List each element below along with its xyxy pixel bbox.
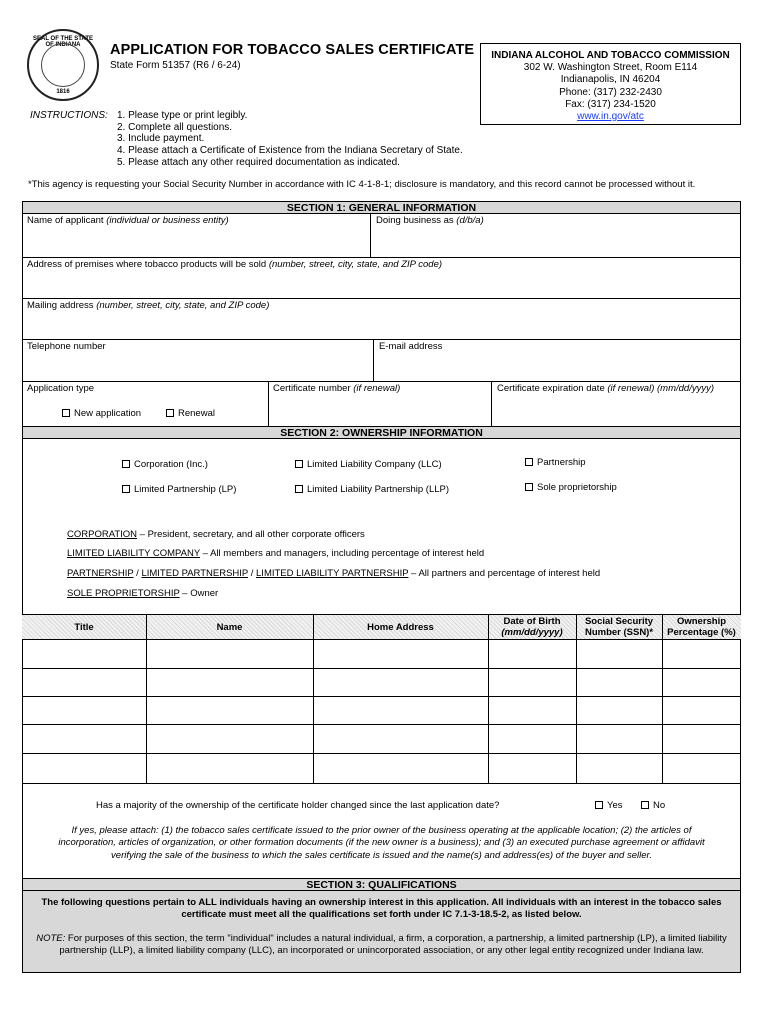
checkbox[interactable] bbox=[122, 460, 130, 468]
divider bbox=[22, 381, 741, 382]
checkbox[interactable] bbox=[525, 458, 533, 466]
agency-city: Indianapolis, IN 46204 bbox=[560, 74, 661, 86]
definition-corporation: CORPORATION – President, secretary, and all other corporate officers bbox=[67, 529, 365, 540]
col-ownership-header: Ownership Percentage (%) bbox=[667, 616, 736, 638]
divider bbox=[22, 783, 741, 784]
agency-phone: Phone: (317) 232-2430 bbox=[559, 86, 662, 98]
agency-website-link[interactable]: www.in.gov/atc bbox=[577, 111, 644, 123]
section2-header: SECTION 2: OWNERSHIP INFORMATION bbox=[22, 426, 741, 439]
instruction-item: 4. Please attach a Certificate of Existence from the Indiana Secretary of State. bbox=[117, 145, 463, 157]
instruction-item: 1. Please type or print legibly. bbox=[117, 110, 248, 121]
agency-street: 302 W. Washington Street, Room E114 bbox=[523, 62, 698, 74]
col-dob-header: Date of Birth (mm/dd/yyyy) bbox=[501, 616, 563, 638]
entity-partnership-option[interactable]: Partnership bbox=[525, 457, 586, 468]
mailing-address-field[interactable] bbox=[23, 313, 739, 338]
checkbox[interactable] bbox=[295, 485, 303, 493]
checkbox[interactable] bbox=[295, 460, 303, 468]
certificate-expiration-label: Certificate expiration date (if renewal) (mm/dd/yyyy) bbox=[497, 383, 714, 394]
form-title: APPLICATION FOR TOBACCO SALES CERTIFICATE bbox=[110, 42, 475, 58]
form-number: State Form 51357 (R6 / 6-24) bbox=[110, 60, 241, 71]
instruction-item: 3. Include payment. bbox=[117, 133, 205, 145]
certificate-number-field[interactable] bbox=[269, 396, 490, 424]
dba-field[interactable] bbox=[371, 228, 739, 256]
email-label: E-mail address bbox=[379, 341, 443, 352]
checkbox[interactable] bbox=[122, 485, 130, 493]
new-application-option[interactable]: New application bbox=[62, 408, 141, 419]
majority-yes-option[interactable]: Yes bbox=[595, 800, 623, 811]
divider bbox=[22, 257, 741, 258]
new-application-checkbox[interactable] bbox=[62, 409, 70, 417]
table-row[interactable] bbox=[23, 697, 740, 724]
renewal-checkbox[interactable] bbox=[166, 409, 174, 417]
applicant-name-field[interactable] bbox=[23, 228, 369, 256]
agency-box bbox=[480, 43, 741, 125]
agency-name: INDIANA ALCOHOL AND TOBACCO COMMISSION bbox=[491, 50, 730, 61]
form-border-right bbox=[740, 201, 741, 891]
seal-year: 1816 bbox=[56, 89, 70, 95]
no-checkbox[interactable] bbox=[641, 801, 649, 809]
certificate-expiration-field[interactable] bbox=[492, 396, 739, 424]
col-name-header: Name bbox=[216, 622, 243, 633]
instructions-list bbox=[117, 110, 463, 169]
table-row[interactable] bbox=[23, 640, 740, 668]
yes-checkbox[interactable] bbox=[595, 801, 603, 809]
table-row[interactable] bbox=[23, 669, 740, 696]
table-row[interactable] bbox=[23, 754, 740, 783]
section1-header: SECTION 1: GENERAL INFORMATION bbox=[22, 201, 741, 214]
qualifications-note: NOTE: For purposes of this section, the term "individual" includes a natural individual, a firm, a corporation, a partnership, a limited partnership (LP), a limited liability partnership (LLP), a limited liability company (LLC), an incorporated or unincorporated association, or any other legal entity recognized under Indiana law. bbox=[36, 933, 727, 956]
definition-llc: LIMITED LIABILITY COMPANY – All members and managers, including percentage of interest held bbox=[67, 548, 485, 559]
instruction-item: 2. Complete all questions. bbox=[117, 121, 233, 133]
instruction-item: 5. Please attach any other required documentation as indicated. bbox=[117, 156, 400, 168]
dba-label: Doing business as (d/b/a) bbox=[376, 215, 484, 226]
applicant-name-label: Name of applicant (individual or business entity) bbox=[27, 215, 229, 226]
email-field[interactable] bbox=[374, 354, 739, 380]
premises-address-field[interactable] bbox=[23, 272, 739, 297]
entity-lp-option[interactable]: Limited Partnership (LP) bbox=[122, 484, 236, 495]
telephone-field[interactable] bbox=[23, 354, 372, 380]
seal-inner-ring bbox=[41, 43, 85, 87]
seal-text: SEAL OF THE STATE OF INDIANA bbox=[32, 36, 93, 48]
divider bbox=[22, 339, 741, 340]
col-address-header: Home Address bbox=[367, 622, 434, 633]
entity-corporation-option[interactable]: Corporation (Inc.) bbox=[122, 459, 208, 470]
entity-llc-option[interactable]: Limited Liability Company (LLC) bbox=[295, 459, 442, 470]
checkbox[interactable] bbox=[525, 483, 533, 491]
divider bbox=[22, 298, 741, 299]
attachment-note: If yes, please attach: (1) the tobacco sales certificate issued to the prior owner of the business operating at the applicable location; (2) the articles of incorporation, articles of organization, or other formation documents (if the new owner is a business); and (3) an executed purchase agreement or affidavit verifying the sale of the business to which the sales certificate is issued and the name(s) and address(es) of the buyer and seller. bbox=[58, 825, 705, 861]
state-seal bbox=[27, 29, 99, 101]
section3-header: SECTION 3: QUALIFICATIONS bbox=[22, 878, 741, 891]
application-type-label: Application type bbox=[27, 383, 95, 394]
form-border-left bbox=[22, 201, 23, 891]
majority-change-question: Has a majority of the ownership of the certificate holder changed since the last application date? bbox=[96, 800, 500, 811]
instructions-label: INSTRUCTIONS: bbox=[30, 110, 108, 121]
entity-llp-option[interactable]: Limited Liability Partnership (LLP) bbox=[295, 484, 449, 495]
certificate-number-label: Certificate number (if renewal) bbox=[273, 383, 401, 394]
agency-fax: Fax: (317) 234-1520 bbox=[565, 98, 656, 110]
renewal-option[interactable]: Renewal bbox=[166, 408, 215, 419]
entity-sole-option[interactable]: Sole proprietorship bbox=[525, 482, 617, 493]
col-ssn-header: Social Security Number (SSN)* bbox=[584, 616, 654, 638]
qualifications-intro: The following questions pertain to ALL individuals having an ownership interest in this application. All individuals with an interest in the tobacco sales certificate must meet all the qualifications set forth under IC 7.1-3-18.5-2, as listed below. bbox=[41, 897, 722, 920]
col-title-header: Title bbox=[74, 622, 94, 633]
premises-address-label: Address of premises where tobacco products will be sold (number, street, city, state, and ZIP code) bbox=[27, 259, 443, 270]
majority-no-option[interactable]: No bbox=[641, 800, 665, 811]
table-row[interactable] bbox=[23, 725, 740, 753]
telephone-label: Telephone number bbox=[27, 341, 106, 352]
mailing-address-label: Mailing address (number, street, city, state, and ZIP code) bbox=[27, 300, 270, 311]
definition-sole-proprietorship: SOLE PROPRIETORSHIP – Owner bbox=[67, 588, 219, 599]
definition-partnerships: PARTNERSHIP / LIMITED PARTNERSHIP / LIMITED LIABILITY PARTNERSHIP – All partners and percentage of interest held bbox=[67, 568, 601, 579]
ssn-notice: *This agency is requesting your Social Security Number in accordance with IC 4-1-8-1; disclosure is mandatory, and this record cannot be processed without it. bbox=[28, 179, 696, 190]
